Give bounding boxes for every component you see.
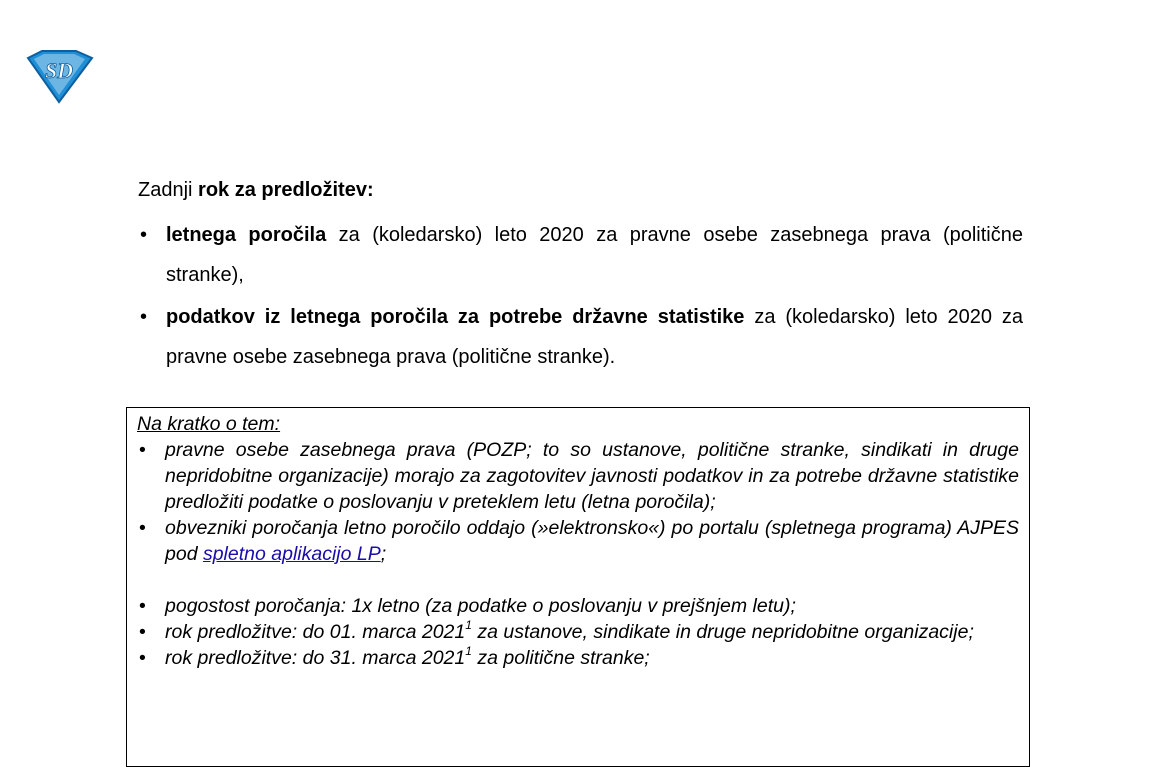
bullet-icon: •: [139, 439, 146, 461]
item-text: rok predložitve: do 31. marca 2021: [165, 647, 466, 669]
lead-bold: rok za predložitev:: [198, 179, 374, 201]
bullet-icon: •: [139, 595, 146, 617]
list-item: [137, 437, 1019, 515]
item-text: obvezniki poročanja letno poročilo oddajo (»elektronsko«) po portalu (spletnega programa) AJPES pod: [165, 517, 1019, 565]
bullet-icon: •: [139, 647, 146, 669]
bullet-icon: •: [139, 621, 146, 643]
summary-title: Na kratko o tem:: [137, 413, 281, 435]
list-item: [137, 515, 1019, 567]
logo-shield-icon: [22, 48, 96, 104]
lp-app-link[interactable]: spletno aplikacijo LP: [202, 543, 381, 565]
deadline-list: [138, 215, 1023, 377]
list-item: [137, 593, 1019, 619]
lead-plain: Zadnji: [138, 179, 199, 201]
list-item: [138, 297, 1023, 377]
summary-box: [126, 407, 1030, 767]
logo-text: SD: [44, 58, 74, 83]
deadline-lead: [138, 175, 1023, 205]
list-item: [137, 619, 1019, 645]
bullet-icon: •: [140, 306, 148, 328]
item-bold: podatkov iz letnega poročila za potrebe državne statistike: [166, 306, 745, 328]
list-item: [137, 645, 1019, 671]
item-text: za ustanove, sindikate in druge nepridobitne organizacije;: [471, 621, 974, 643]
bullet-icon: •: [140, 224, 148, 246]
bullet-icon: •: [139, 517, 146, 539]
footnote-ref[interactable]: 1: [465, 617, 472, 632]
item-text: pravne osebe zasebnega prava (POZP; to so ustanove, politične stranke, sindikati in druge nepridobitne organizacije) morajo za zagotovitev javnosti podatkov in za potrebe državne statistike predložiti podatke o poslovanju v preteklem letu (letna poročila);: [165, 439, 1019, 513]
sd-logo: [22, 48, 96, 104]
item-bold: letnega poročila: [166, 224, 327, 246]
item-text: za politične stranke;: [471, 647, 650, 669]
item-text: za (koledarsko) leto 2020 za pravne osebe zasebnega prava (politične stranke),: [166, 224, 1023, 286]
deadline-intro: [138, 175, 1023, 379]
footnote-ref[interactable]: 1: [465, 643, 472, 658]
list-item: [138, 215, 1023, 295]
item-text: pogostost poročanja: 1x letno (za podatke o poslovanju v prejšnjem letu);: [165, 595, 796, 617]
item-text: ;: [380, 543, 387, 565]
item-text: rok predložitve: do 01. marca 2021: [165, 621, 466, 643]
item-text: za (koledarsko) leto 2020 za pravne osebe zasebnega prava (politične stranke).: [166, 306, 1024, 368]
summary-list: [137, 437, 1019, 671]
